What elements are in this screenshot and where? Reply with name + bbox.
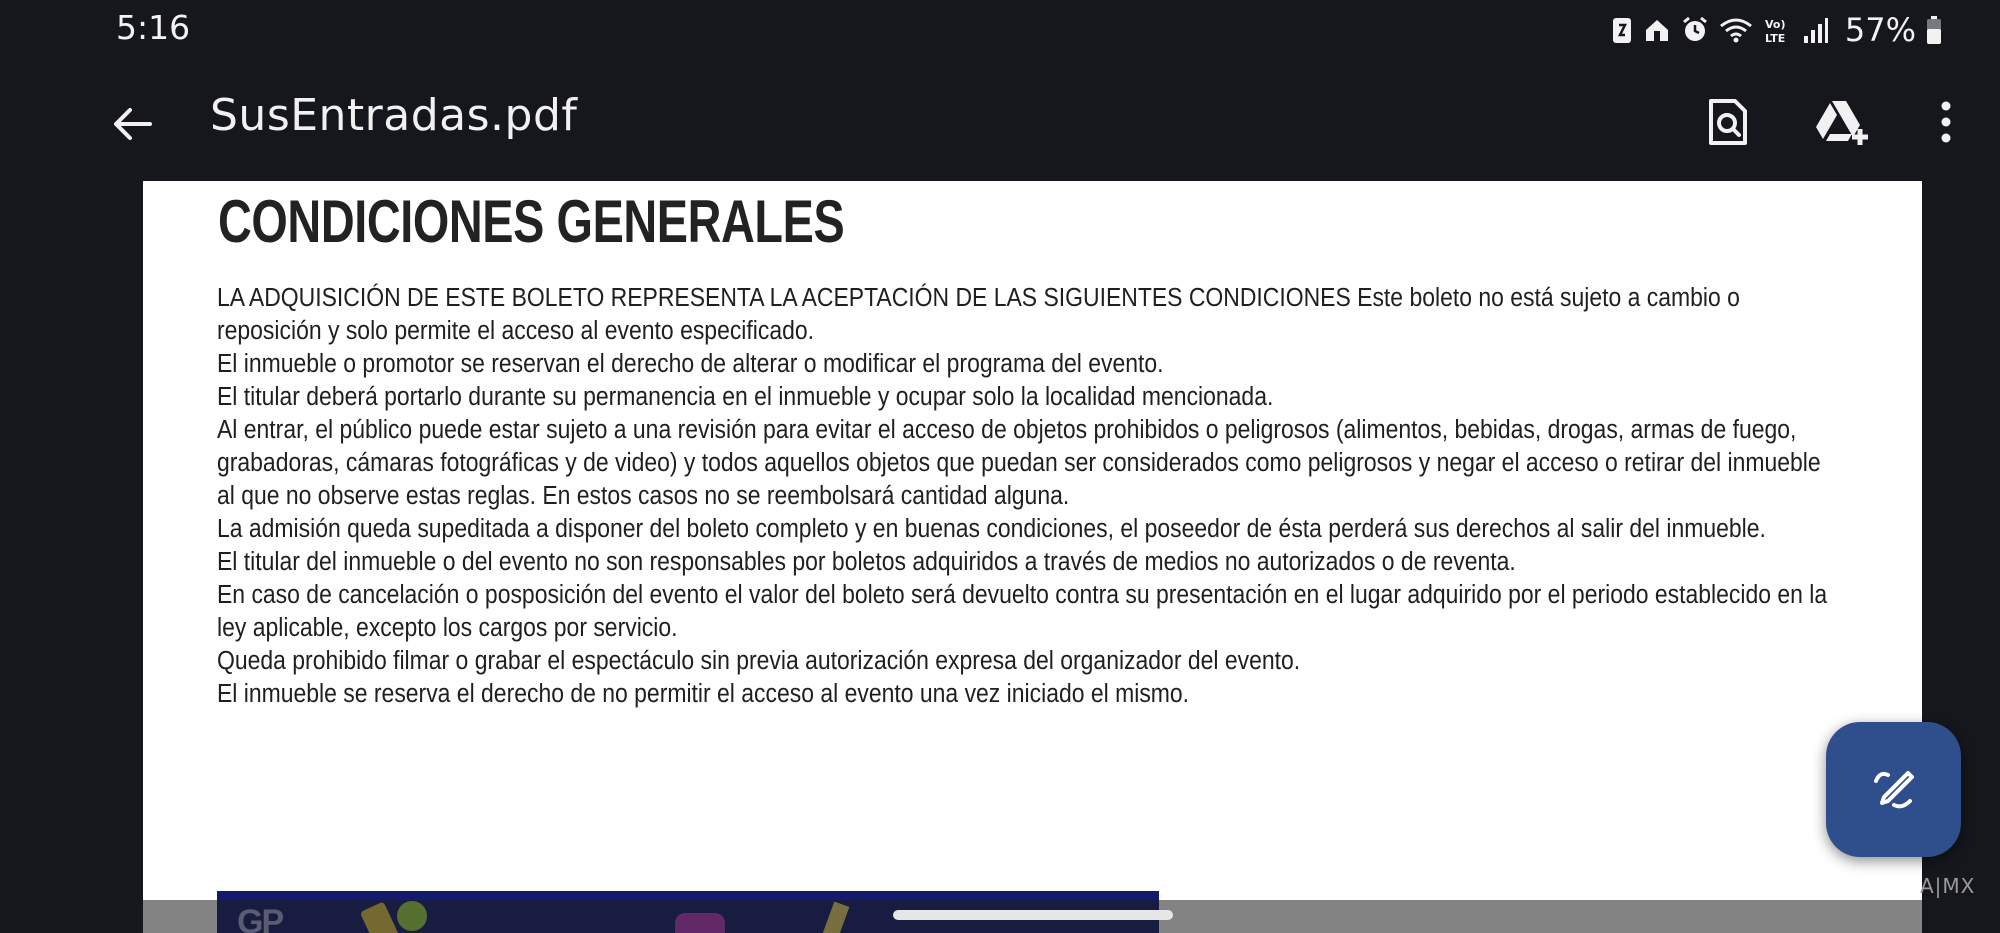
volte-lte-icon [1763,15,1793,45]
battery-icon [1926,15,1942,45]
document-search-icon [1705,97,1749,152]
condition-paragraph: LA ADQUISICIÓN DE ESTE BOLETO REPRESENTA LA ACEPTACIÓN DE LAS SIGUIENTES CONDICIONES Este boleto no está sujeto a cambio o reposición y solo permite el acceso al evento especificado. [217,284,1740,345]
battery-saver-icon [1611,15,1633,45]
add-to-drive-button[interactable] [1810,92,1874,156]
condition-paragraph: El inmueble o promotor se reservan el derecho de alterar o modificar el programa del evento. [217,350,1164,378]
more-options-button[interactable] [1914,92,1978,156]
search-in-document-button[interactable] [1695,92,1759,156]
condition-paragraph: Al entrar, el público puede estar sujeto a una revisión para evitar el acceso de objetos prohibidos o peligrosos (alimentos, bebidas, drogas, armas de fuego, grabadoras, cámaras fotográficas y de video) y todos aquellos objetos que puedan ser considerados como peligrosos y negar el acceso o retirar del inmueble al que no observe estas reglas. En estos casos no se reembolsará cantidad alguna. [217,416,1821,510]
conditions-heading: CONDICIONES GENERALES [218,188,845,255]
gesture-navigation-handle[interactable] [893,910,1173,920]
more-vertical-icon [1938,100,1954,149]
condition-paragraph: El titular del inmueble o del evento no son responsables por boletos adquiridos a través de medios no autorizados o de reventa. [217,548,1516,576]
condition-paragraph: El inmueble se reserva el derecho de no permitir el acceso al evento una vez iniciado el mismo. [217,680,1190,708]
conditions-body [217,282,1828,711]
drive-add-icon [1814,97,1870,152]
condition-paragraph: En caso de cancelación o posposición del evento el valor del boleto será devuelto contra su presentación en el lugar adquirido por el periodo establecido en la ley aplicable, excepto los cargos por servicio. [217,581,1828,642]
status-time: 5:16 [116,8,191,47]
status-bar [0,0,2000,58]
battery-percent: 57% [1844,11,1916,49]
condition-paragraph: La admisión queda supeditada a disponer del boleto completo y en buenas condiciones, el poseedor de ésta perderá sus derechos al salir del inmueble. [217,515,1766,543]
pdf-page[interactable] [143,181,1922,933]
back-button[interactable] [100,94,164,158]
status-icons [1611,10,1942,50]
watermark: A|MX [1920,874,1976,898]
alarm-icon [1681,16,1709,44]
document-title: SusEntradas.pdf [210,90,578,141]
signal-icon [1803,16,1829,44]
arrow-left-icon [110,102,154,151]
home-upload-icon [1643,16,1671,44]
edit-annotate-button[interactable] [1826,722,1961,857]
svg-text:Vo): Vo) [1764,18,1786,31]
svg-text:LTE: LTE [1764,32,1786,45]
app-bar [0,66,2000,176]
wifi-icon [1719,16,1753,44]
condition-paragraph: Queda prohibido filmar o grabar el espectáculo sin previa autorización expresa del organizador del evento. [217,647,1301,675]
pen-edit-icon [1864,757,1924,822]
condition-paragraph: El titular deberá portarlo durante su permanencia en el inmueble y ocupar solo la localidad mencionada. [217,383,1274,411]
